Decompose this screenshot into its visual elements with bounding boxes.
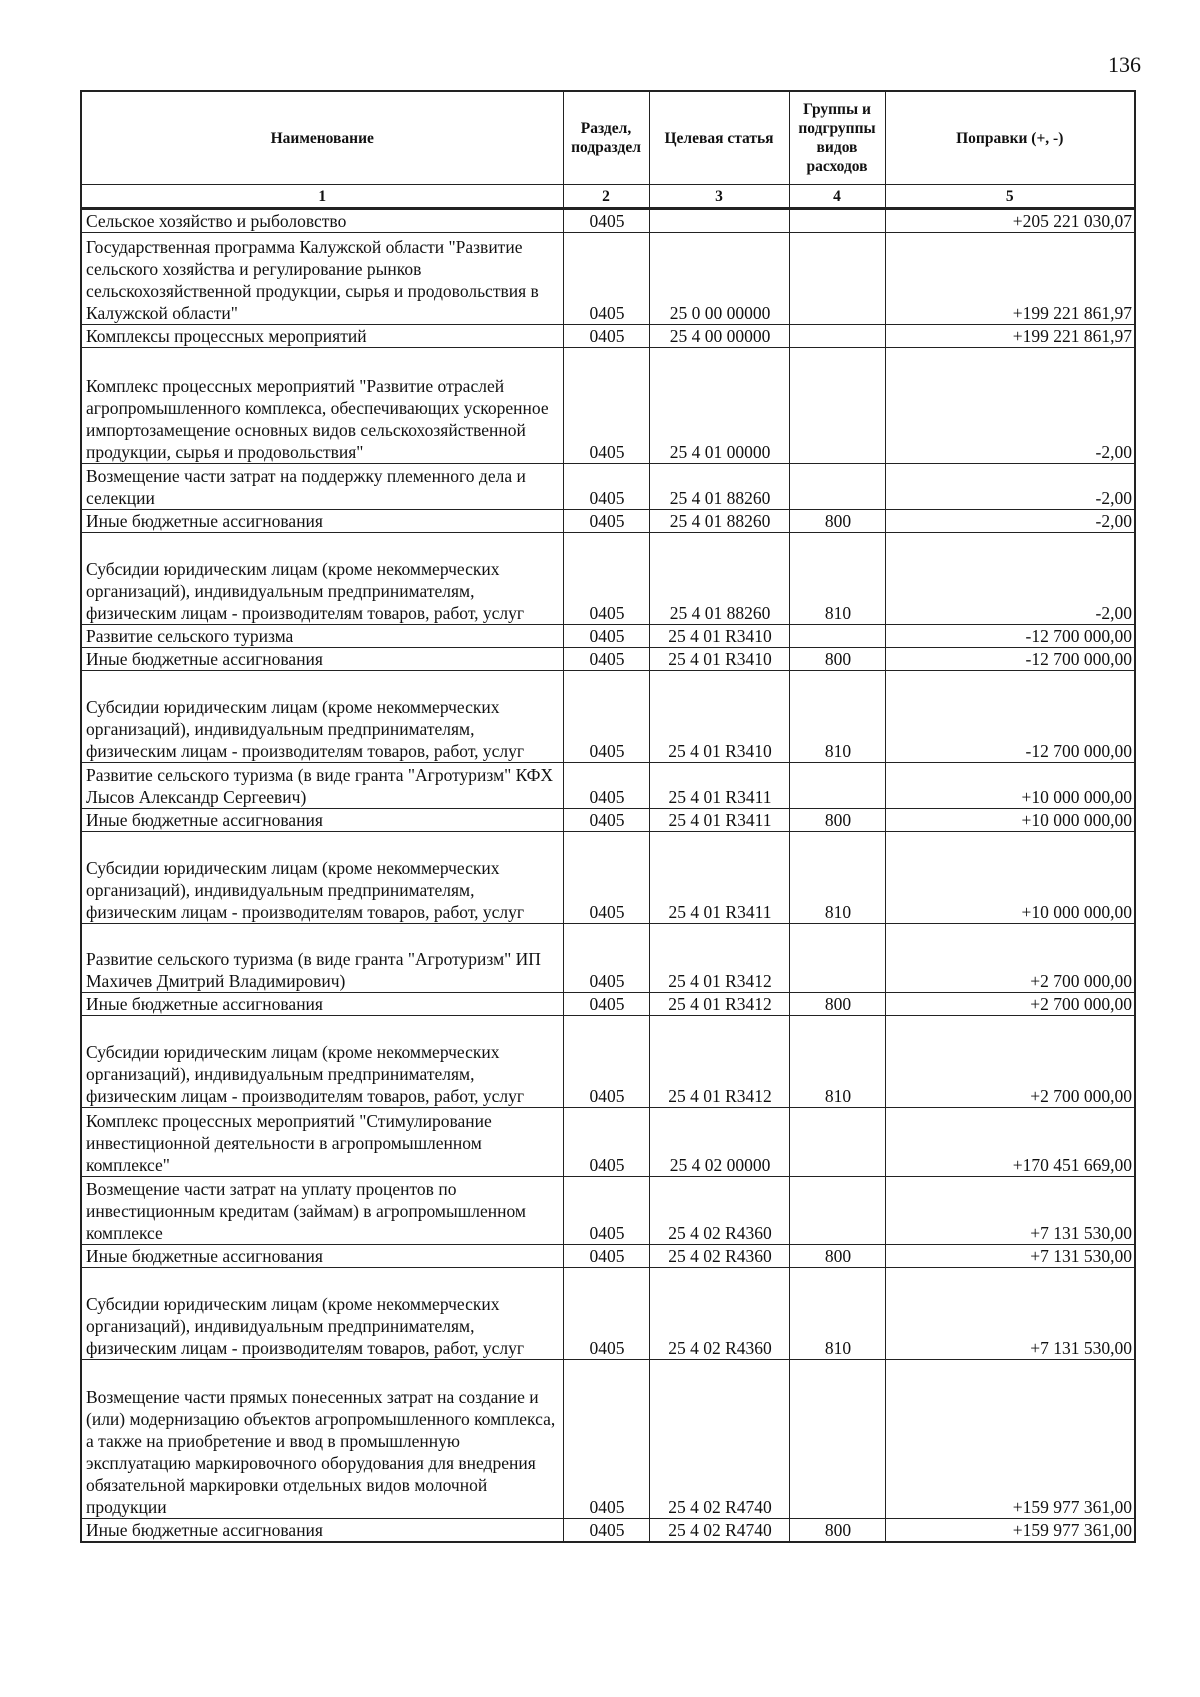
cell-section: 0405 [563,625,649,648]
cell-section: 0405 [563,1268,649,1360]
cell-name: Субсидии юридическим лицам (кроме некоммерческих организаций), индивидуальным предпринимателям, физическим лицам - производителям товаров, работ, услуг [81,671,563,763]
cell-expense-group: 800 [789,648,885,671]
cell-target-article: 25 4 02 R4360 [649,1268,789,1360]
cell-target-article: 25 4 02 00000 [649,1108,789,1177]
cell-section: 0405 [563,832,649,924]
cell-name: Комплексы процессных мероприятий [81,325,563,348]
column-number: 3 [649,185,789,209]
cell-name: Иные бюджетные ассигнования [81,993,563,1016]
cell-name: Субсидии юридическим лицам (кроме некоммерческих организаций), индивидуальным предпринимателям, физическим лицам - производителям товаров, работ, услуг [81,1268,563,1360]
table-row [81,1016,1135,1108]
cell-name: Комплекс процессных мероприятий "Стимулирование инвестиционной деятельности в агропромышленном комплексе" [81,1108,563,1177]
cell-name: Государственная программа Калужской области "Развитие сельского хозяйства и регулирование рынков сельскохозяйственной продукции, сырья и продовольствия в Калужской области" [81,233,563,325]
table-row [81,648,1135,671]
table-row [81,1519,1135,1543]
cell-section: 0405 [563,348,649,464]
cell-target-article: 25 4 02 R4740 [649,1360,789,1519]
cell-expense-group [789,1177,885,1245]
cell-name: Развитие сельского туризма (в виде гранта "Агротуризм" ИП Махичев Дмитрий Владимирович) [81,924,563,993]
budget-amendments-table [80,90,1136,1543]
cell-target-article: 25 4 02 R4360 [649,1177,789,1245]
cell-target-article: 25 4 01 R3410 [649,671,789,763]
cell-section: 0405 [563,993,649,1016]
cell-expense-group: 810 [789,671,885,763]
column-number: 2 [563,185,649,209]
cell-name: Иные бюджетные ассигнования [81,1245,563,1268]
cell-amount: +2 700 000,00 [885,924,1135,993]
cell-target-article: 25 4 02 R4740 [649,1519,789,1543]
page-number: 136 [1108,52,1141,77]
cell-name: Развитие сельского туризма (в виде гранта "Агротуризм" КФХ Лысов Александр Сергеевич) [81,763,563,809]
cell-expense-group [789,625,885,648]
cell-target-article: 25 4 01 R3411 [649,832,789,924]
table-row [81,1360,1135,1519]
table-row [81,1245,1135,1268]
table-row [81,1177,1135,1245]
cell-target-article: 25 4 01 R3410 [649,625,789,648]
table-row [81,510,1135,533]
cell-name: Комплекс процессных мероприятий "Развитие отраслей агропромышленного комплекса, обеспечивающих ускоренное импортозамещение основных видов сельскохозяйственной продукции, сырья и продовольствия" [81,348,563,464]
table-row [81,233,1135,325]
table-row [81,1108,1135,1177]
cell-section: 0405 [563,671,649,763]
column-number: 1 [81,185,563,209]
cell-section: 0405 [563,1016,649,1108]
cell-expense-group: 800 [789,510,885,533]
table-row [81,993,1135,1016]
cell-section: 0405 [563,809,649,832]
cell-expense-group: 810 [789,1268,885,1360]
cell-amount: +7 131 530,00 [885,1245,1135,1268]
cell-name: Иные бюджетные ассигнования [81,510,563,533]
cell-expense-group: 800 [789,1245,885,1268]
table-row [81,809,1135,832]
cell-target-article: 25 4 01 88260 [649,510,789,533]
cell-target-article: 25 4 01 R3411 [649,809,789,832]
cell-amount: +199 221 861,97 [885,325,1135,348]
table-row [81,832,1135,924]
cell-expense-group [789,1108,885,1177]
column-number: 5 [885,185,1135,209]
table-row [81,464,1135,510]
header-amendments: Поправки (+, -) [885,91,1135,185]
cell-amount: +10 000 000,00 [885,832,1135,924]
cell-target-article: 25 4 01 R3412 [649,924,789,993]
table-row [81,348,1135,464]
cell-expense-group [789,464,885,510]
cell-expense-group [789,1360,885,1519]
table-row [81,671,1135,763]
cell-section: 0405 [563,464,649,510]
header-target-article: Целевая статья [649,91,789,185]
cell-expense-group: 800 [789,809,885,832]
cell-amount: +10 000 000,00 [885,809,1135,832]
table-header [81,91,1135,209]
cell-target-article: 25 4 01 R3410 [649,648,789,671]
table-row [81,209,1135,233]
cell-expense-group: 810 [789,1016,885,1108]
cell-target-article: 25 4 01 88260 [649,464,789,510]
cell-expense-group: 800 [789,993,885,1016]
table-row [81,763,1135,809]
cell-name: Субсидии юридическим лицам (кроме некоммерческих организаций), индивидуальным предпринимателям, физическим лицам - производителям товаров, работ, услуг [81,832,563,924]
cell-amount: +170 451 669,00 [885,1108,1135,1177]
cell-name: Субсидии юридическим лицам (кроме некоммерческих организаций), индивидуальным предпринимателям, физическим лицам - производителям товаров, работ, услуг [81,533,563,625]
cell-name: Сельское хозяйство и рыболовство [81,209,563,233]
cell-name: Возмещение части прямых понесенных затрат на создание и (или) модернизацию объектов агропромышленного комплекса, а также на приобретение и ввод в промышленную эксплуатацию маркировочного оборудования для внедрения обязательной маркировки отдельных видов молочной продукции [81,1360,563,1519]
cell-section: 0405 [563,1360,649,1519]
cell-expense-group [789,924,885,993]
cell-name: Развитие сельского туризма [81,625,563,648]
cell-expense-group [789,348,885,464]
table-row [81,533,1135,625]
cell-section: 0405 [563,763,649,809]
cell-target-article: 25 4 01 00000 [649,348,789,464]
header-name: Наименование [81,91,563,185]
cell-name: Иные бюджетные ассигнования [81,809,563,832]
cell-name: Возмещение части затрат на уплату процентов по инвестиционным кредитам (займам) в агропромышленном комплексе [81,1177,563,1245]
cell-expense-group [789,763,885,809]
table-row [81,625,1135,648]
cell-target-article: 25 0 00 00000 [649,233,789,325]
cell-target-article: 25 4 01 88260 [649,533,789,625]
cell-name: Иные бюджетные ассигнования [81,1519,563,1543]
cell-amount: -12 700 000,00 [885,625,1135,648]
cell-target-article: 25 4 00 00000 [649,325,789,348]
cell-section: 0405 [563,510,649,533]
column-number-row [81,185,1135,209]
cell-section: 0405 [563,1177,649,1245]
header-row [81,91,1135,185]
cell-target-article [649,209,789,233]
cell-expense-group: 810 [789,832,885,924]
column-number: 4 [789,185,885,209]
cell-amount: -12 700 000,00 [885,648,1135,671]
cell-expense-group [789,325,885,348]
cell-amount: +7 131 530,00 [885,1268,1135,1360]
cell-target-article: 25 4 01 R3411 [649,763,789,809]
cell-section: 0405 [563,233,649,325]
cell-target-article: 25 4 02 R4360 [649,1245,789,1268]
cell-amount: +159 977 361,00 [885,1519,1135,1543]
cell-name: Возмещение части затрат на поддержку племенного дела и селекции [81,464,563,510]
table-row [81,325,1135,348]
cell-amount: -2,00 [885,533,1135,625]
cell-section: 0405 [563,533,649,625]
cell-amount: -2,00 [885,464,1135,510]
cell-target-article: 25 4 01 R3412 [649,993,789,1016]
cell-amount: -2,00 [885,510,1135,533]
cell-amount: +159 977 361,00 [885,1360,1135,1519]
cell-amount: +10 000 000,00 [885,763,1135,809]
cell-name: Иные бюджетные ассигнования [81,648,563,671]
cell-expense-group: 810 [789,533,885,625]
table-body [81,209,1135,1543]
table-row [81,1268,1135,1360]
cell-amount: +199 221 861,97 [885,233,1135,325]
cell-section: 0405 [563,1519,649,1543]
cell-expense-group: 800 [789,1519,885,1543]
header-expense-groups: Группы и подгруппы видов расходов [789,91,885,185]
cell-amount: +2 700 000,00 [885,993,1135,1016]
cell-section: 0405 [563,1245,649,1268]
table-row [81,924,1135,993]
cell-amount: -2,00 [885,348,1135,464]
cell-amount: +2 700 000,00 [885,1016,1135,1108]
cell-amount: +7 131 530,00 [885,1177,1135,1245]
cell-name: Субсидии юридическим лицам (кроме некоммерческих организаций), индивидуальным предпринимателям, физическим лицам - производителям товаров, работ, услуг [81,1016,563,1108]
cell-amount: -12 700 000,00 [885,671,1135,763]
cell-section: 0405 [563,325,649,348]
header-section: Раздел, подраздел [563,91,649,185]
cell-amount: +205 221 030,07 [885,209,1135,233]
cell-expense-group [789,233,885,325]
cell-expense-group [789,209,885,233]
cell-section: 0405 [563,1108,649,1177]
cell-target-article: 25 4 01 R3412 [649,1016,789,1108]
cell-section: 0405 [563,209,649,233]
cell-section: 0405 [563,924,649,993]
cell-section: 0405 [563,648,649,671]
